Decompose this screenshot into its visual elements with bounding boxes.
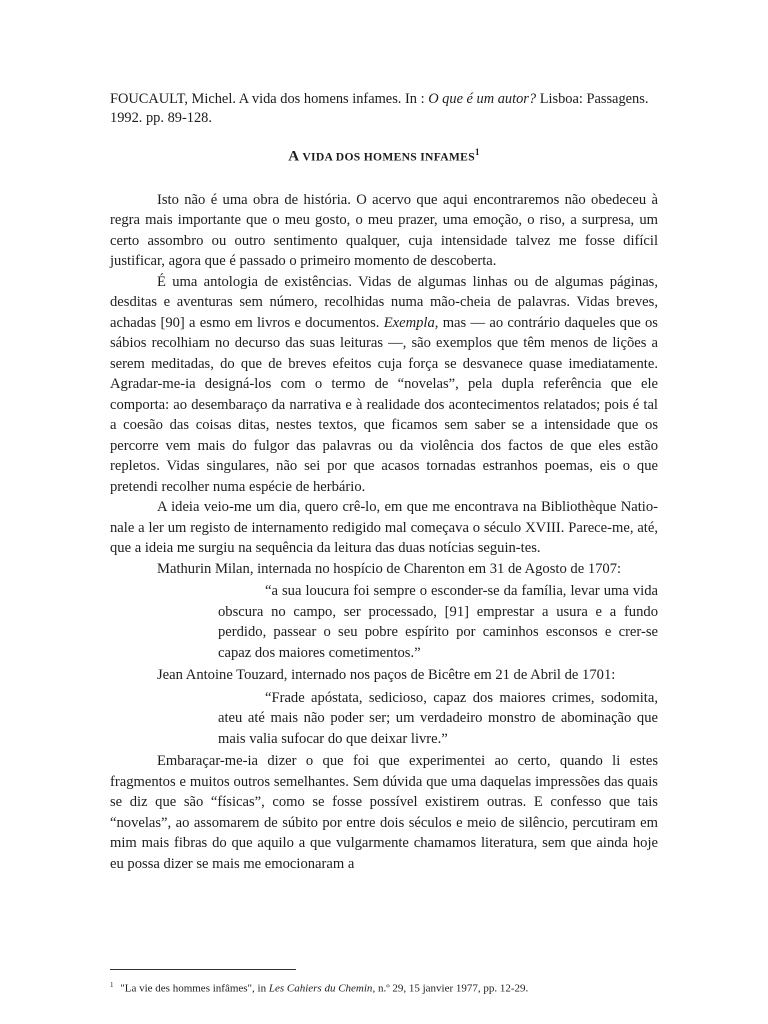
article-body — [110, 190, 658, 875]
paragraph: Embaraçar-me-ia dizer o que foi que experimentei ao certo, quando li estes fragmentos e muitos outros semelhantes. Sem dúvida que uma daquelas impressões das quais se diz que são “físicas”, como se fosse possível existirem outras. E confesso que tais “novelas”, ao assomarem de súbito por entre dois séculos e meio de silêncio, percutiram em mim mais fibras do que aquilo a que vulgarmente chamamos literatura, sem que ainda hoje eu possa dizer se mais me emocionaram a — [110, 753, 658, 872]
paragraph — [110, 272, 658, 498]
paragraph: Jean Antoine Touzard, internado nos paços de Bicêtre em 21 de Abril de 1701: — [157, 667, 616, 684]
paragraph: A ideia veio-me um dia, quero crê-lo, em que me encontrava na Bibliothèque Natio-nale a ler um registo de internamento redigido mal começava o século XVIII. Parece-me, até, que a ideia me surgiu na sequência da leitura das duas notícias seguin-tes. — [110, 499, 658, 557]
title-text: VIDA DOS HOMENS INFAMES — [299, 150, 475, 164]
block-quote: “a sua loucura foi sempre o esconder-se da família, levar uma vida obscura no campo, ser processado, [91] emprestar a usura e a fundo perdido, passear o seu pobre espírito por caminhos esconsos e crer-se capaz dos maiores cometimentos.” — [218, 583, 658, 661]
citation-book-title: O que é um autor? — [428, 91, 537, 107]
paragraph: Isto não é uma obra de história. O acervo que aqui encontraremos não obedeceu à regra mais importante que o meu gosto, o meu prazer, uma emoção, o riso, a surpresa, um certo assombro ou outro sentimento qualquer, cuja intensidade talvez me fosse difícil justificar, agora que é passado o primeiro momento de descoberta. — [110, 191, 658, 270]
footnote — [110, 978, 658, 996]
paragraph-text: , mas — ao contrário daqueles que os sábios recolhiam no decurso das suas leituras —, são exemplos que têm menos de lições a serem meditadas, do que de breves efeitos cuja força se desvanece quase imediatamente. Agradar-me-ia designá-los com o termo de “novelas”, pela dupla referência que ele comporta: ao desembaraço da narrativa e à realidade dos acontecimentos relatados; pois é tal a coesão das coisas ditas, nestes textos, que ficamos sem saber se a intensidade que os percorre vem mais do fulgor das palavras ou da violência dos factos de que eles estão repletos. Vidas singulares, não sei por que acasos tornadas estranhos poemas, eis o que pretendi recolher numa espécie de herbário. — [110, 314, 658, 495]
citation-author: FOUCAULT, Michel. A vida dos homens infames. In : — [110, 91, 429, 107]
paragraph: Mathurin Milan, internada no hospício de Charenton em 31 de Agosto de 1707: — [157, 560, 622, 577]
block-quote: “Frade apóstata, sedicioso, capaz dos maiores crimes, sodomita, ateu até mais não poder ser; um verdadeiro monstro de abominação que mais valia sufocar do que deixar livre.” — [218, 689, 658, 747]
bibliographic-citation — [110, 90, 658, 128]
paragraph-text: É uma antologia de existências. Vidas de algumas linhas ou de algumas páginas, desditas e aventuras sem número, recolhidas numa mão-cheia de palavras. Vidas breves, achadas [90] a esmo em livros e documentos. — [110, 273, 658, 331]
citation-publication: Lisboa: Passagens. 1992. pp. 89-128. — [110, 91, 649, 126]
footnote-journal: Les Cahiers du Chemin — [268, 982, 373, 995]
italic-term: Exempla — [383, 314, 435, 331]
title-footnote-ref: 1 — [474, 147, 480, 157]
footnote-text: "La vie des hommes infâmes", in — [117, 982, 269, 995]
article-title — [110, 147, 658, 166]
footnote-details: , n.º 29, 15 janvier 1977, pp. 12-29. — [372, 982, 529, 995]
title-initial: A — [288, 148, 300, 165]
footnote-divider — [110, 969, 296, 970]
footnote-number: 1 — [110, 981, 114, 989]
document-page — [110, 90, 658, 874]
